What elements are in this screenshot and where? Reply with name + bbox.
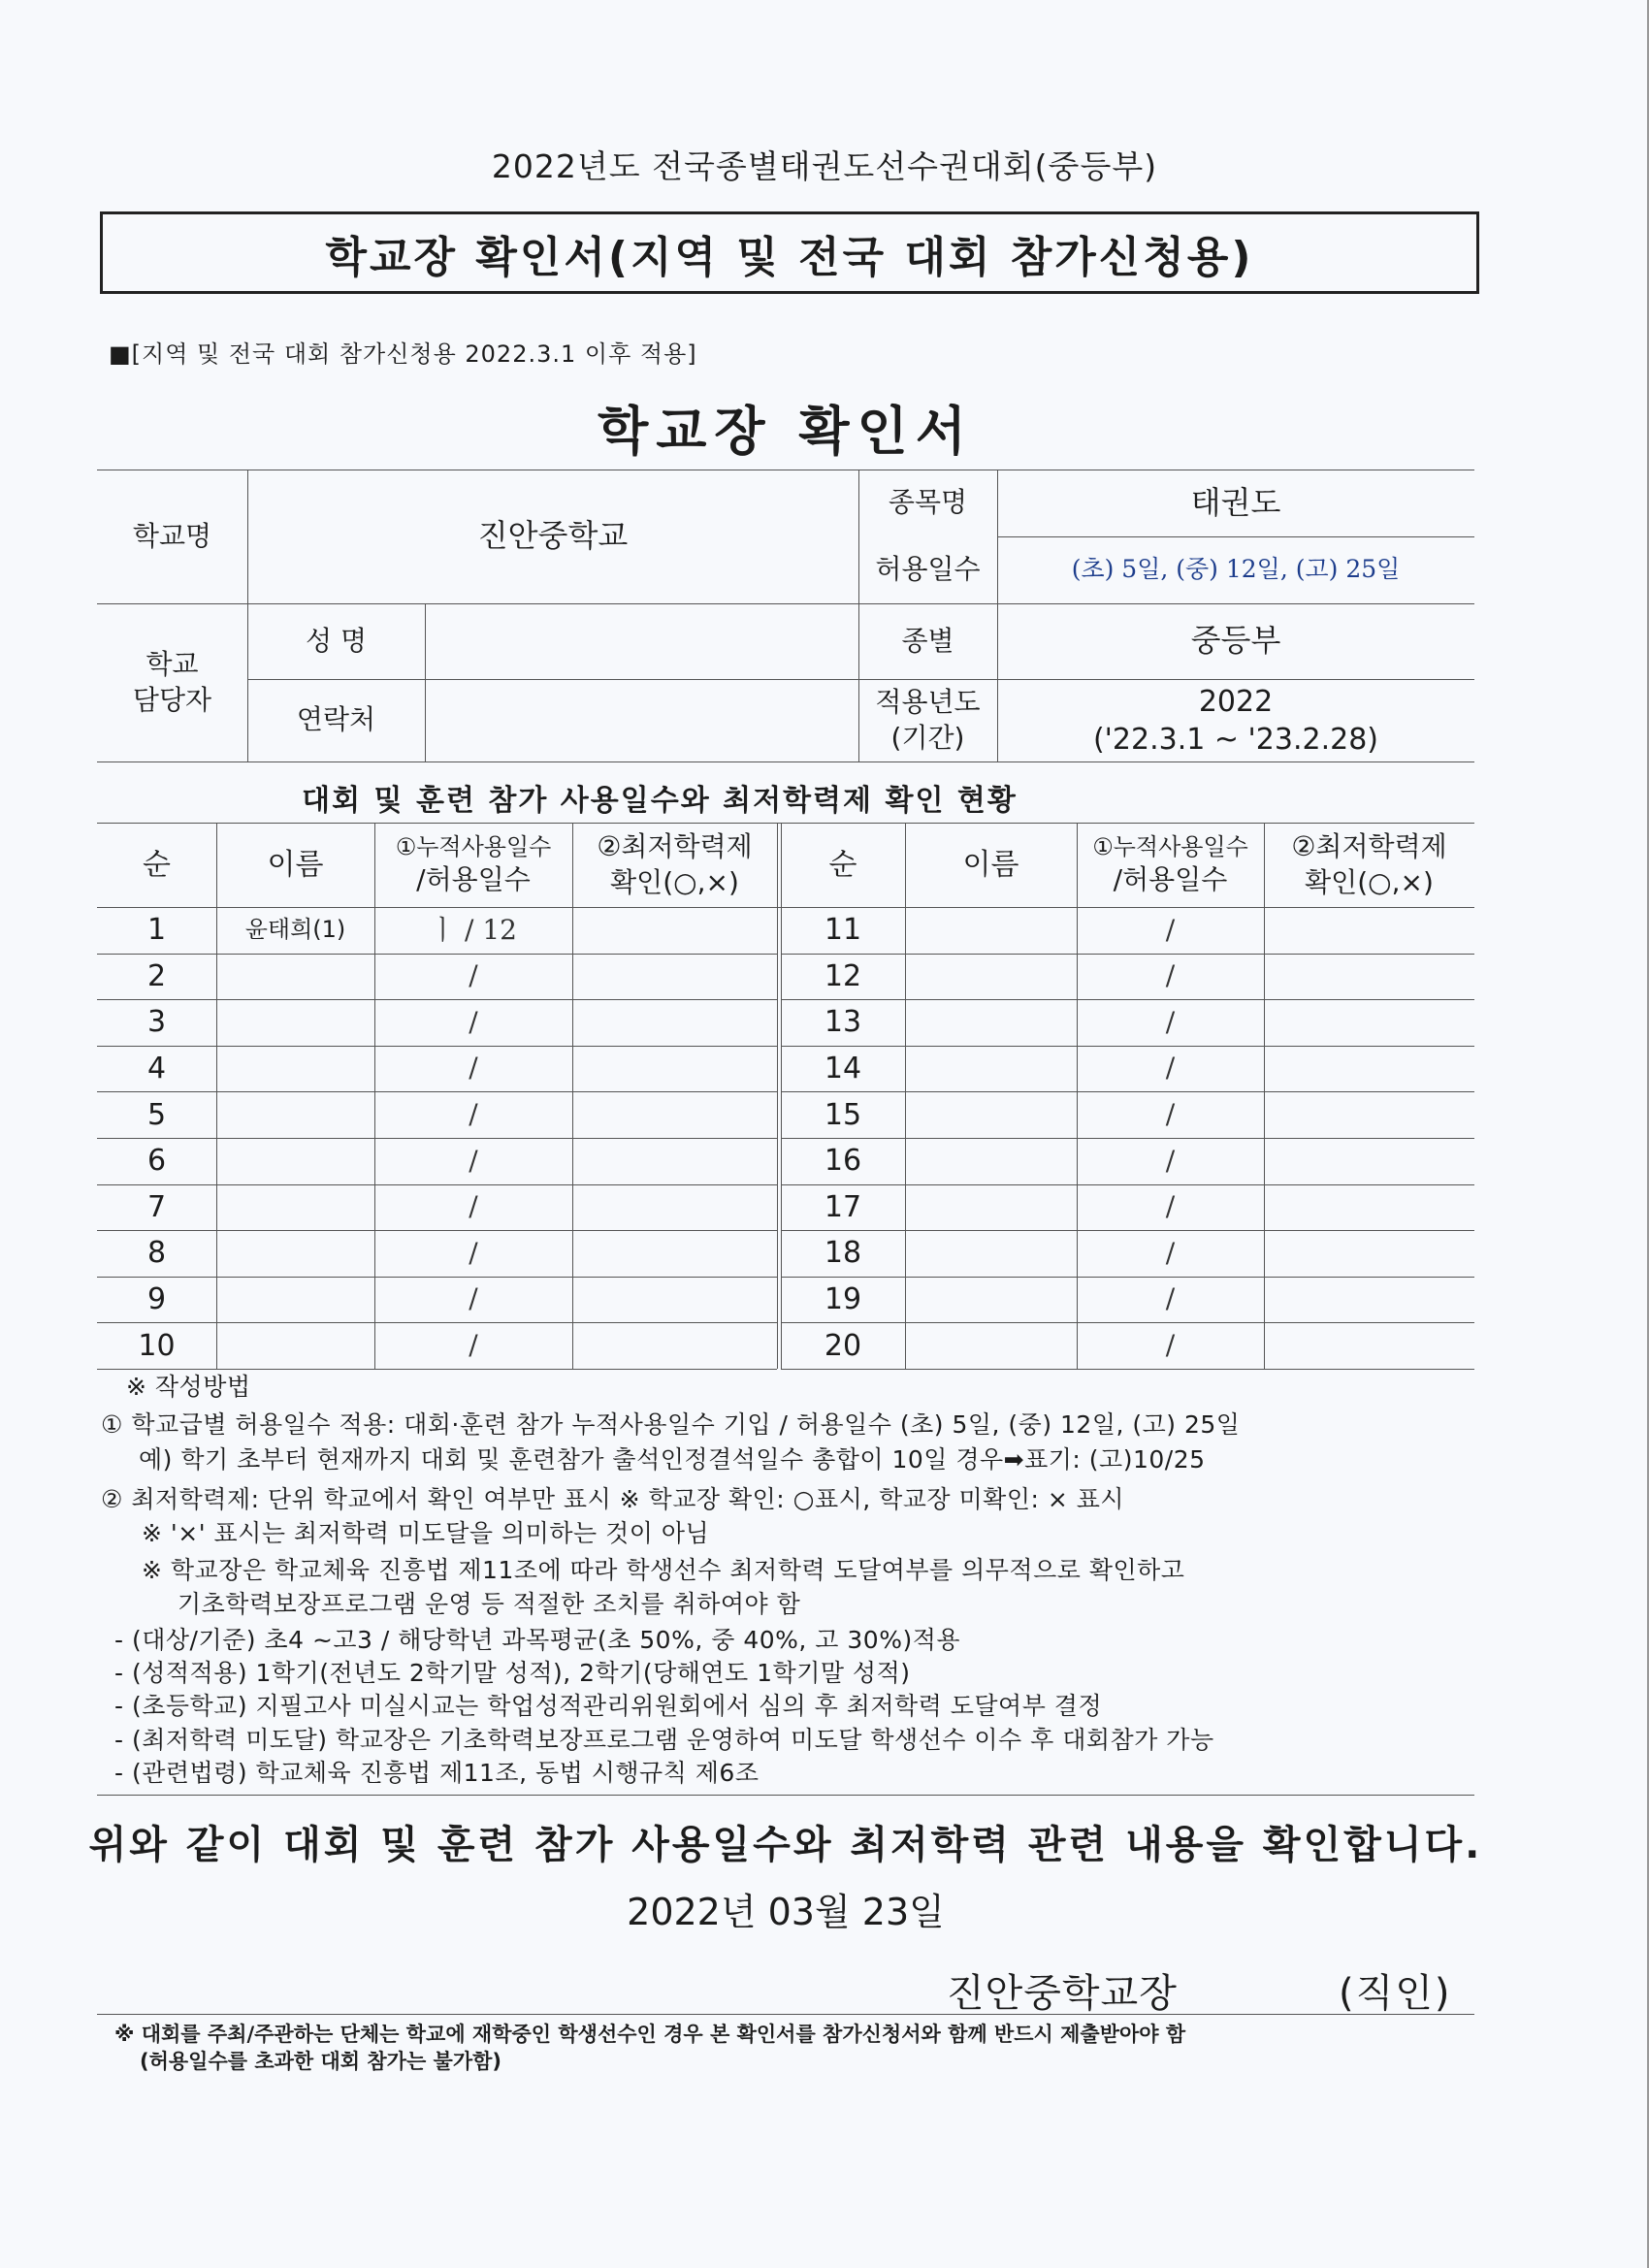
row-no-cell: 9 <box>146 1282 167 1317</box>
allowed-days-label: 허용일수 <box>875 553 981 586</box>
note-dash4: - (최저학력 미도달) 학교장은 기초학력보장프로그램 운영하여 미도달 학생선수 이수 후 대회참가 가능 <box>114 1726 1214 1754</box>
row-no-cell: 18 <box>824 1236 862 1271</box>
row-days-cell[interactable]: / <box>469 1052 478 1085</box>
header-no: 순 <box>143 848 171 882</box>
row-name-cell[interactable] <box>216 1091 374 1138</box>
row-name-cell[interactable] <box>905 1322 1077 1369</box>
manager-label-line2: 담당자 <box>132 683 212 716</box>
sport-value: 태권도 <box>1190 483 1281 521</box>
category-label: 종별 <box>901 624 954 657</box>
row-days-cell[interactable]: / <box>469 1236 478 1269</box>
row-days-cell[interactable]: / <box>1165 1144 1176 1177</box>
period-value <box>997 679 1474 761</box>
status-table-title: 대회 및 훈련 참가 사용일수와 최저학력제 확인 현황 <box>302 784 1018 818</box>
manager-label-line1: 학교 <box>146 648 199 681</box>
row-check-cell[interactable] <box>1264 999 1474 1046</box>
row-check-cell[interactable] <box>572 954 777 1000</box>
row-name-cell[interactable] <box>905 1138 1077 1184</box>
note-dash3: - (초등학교) 지필고사 미실시교는 학업성적관리위원회에서 심의 후 최저학력 도달여부 결정 <box>114 1692 1103 1720</box>
note-item2-line2: ※ '×' 표시는 최저학력 미도달을 의미하는 것이 아님 <box>142 1519 710 1547</box>
row-check-cell[interactable] <box>1264 1046 1474 1092</box>
row-name-cell[interactable]: 윤태희(1) <box>244 916 346 944</box>
category-value: 중등부 <box>1190 622 1281 660</box>
header-check-line1: ②최저학력제 <box>1291 830 1447 863</box>
contact-label: 연락처 <box>296 703 376 736</box>
row-check-cell[interactable] <box>1264 1322 1474 1369</box>
row-days-cell[interactable]: / <box>1165 1236 1176 1269</box>
period-label <box>858 679 997 761</box>
document-title: 학교장 확인서 <box>598 401 974 462</box>
header-name: 이름 <box>267 848 324 882</box>
row-no-cell: 1 <box>146 913 167 948</box>
row-name-cell[interactable] <box>216 1046 374 1092</box>
note-dash2: - (성적적용) 1학기(전년도 2학기말 성적), 2학기(당해연도 1학기말 성적) <box>114 1659 911 1687</box>
row-days-cell[interactable]: / <box>1165 1328 1176 1361</box>
row-days-cell[interactable]: / <box>1165 1005 1176 1038</box>
notice-line: ■[지역 및 전국 대회 참가신청용 2022.3.1 이후 적용] <box>109 340 697 368</box>
note-item1-line1: ① 학교급별 허용일수 적용: 대회·훈련 참가 누적사용일수 기입 / 허용일수 (초) 5일, (중) 12일, (고) 25일 <box>101 1410 1241 1439</box>
divider <box>97 1795 1474 1796</box>
row-no-cell: 13 <box>824 1005 862 1040</box>
header-check-line2: 확인(○,×) <box>1305 865 1434 898</box>
note-item2-line1: ② 최저학력제: 단위 학교에서 확인 여부만 표시 ※ 학교장 확인: ○표시, 학교장 미확인: × 표시 <box>101 1485 1125 1513</box>
row-days-cell[interactable]: / <box>1165 1190 1176 1223</box>
name-value[interactable] <box>425 603 858 679</box>
header-days-line2: /허용일수 <box>1113 862 1228 895</box>
row-name-cell[interactable] <box>216 1184 374 1231</box>
event-title: 2022년도 전국종별태권도선수권대회(중등부) <box>491 147 1158 185</box>
header-check-line1: ②최저학력제 <box>597 830 753 863</box>
row-no-cell: 11 <box>824 913 862 948</box>
row-days-cell[interactable]: / <box>1165 913 1176 946</box>
row-check-cell[interactable] <box>1264 1091 1474 1138</box>
closing-statement: 위와 같이 대회 및 훈련 참가 사용일수와 최저학력 관련 내용을 확인합니다. <box>88 1823 1483 1867</box>
principal-signature: 진안중학교장 <box>947 1971 1178 2016</box>
row-no-cell: 14 <box>824 1052 862 1086</box>
row-name-cell[interactable] <box>216 1277 374 1323</box>
header-days-line2: /허용일수 <box>416 862 531 895</box>
allowed-days-value: (초) 5일, (중) 12일, (고) 25일 <box>1071 555 1401 584</box>
footer-line1: ※ 대회를 주최/주관하는 단체는 학교에 재학중인 학생선수인 경우 본 확인서를 참가신청서와 함께 반드시 제출받아야 함 <box>114 2023 1186 2046</box>
table-border <box>97 761 1474 762</box>
row-days-cell[interactable]: / <box>1165 1282 1176 1315</box>
row-check-cell[interactable] <box>572 1230 777 1277</box>
row-name-cell[interactable] <box>905 1184 1077 1231</box>
row-days-cell[interactable]: / <box>469 1097 478 1130</box>
notes-heading: ※ 작성방법 <box>126 1373 251 1401</box>
period-year: 2022 <box>1198 684 1274 719</box>
row-days-cell[interactable]: / <box>469 1328 478 1361</box>
name-label: 성 명 <box>306 624 367 657</box>
contact-value[interactable] <box>425 679 858 761</box>
row-name-cell[interactable] <box>905 1230 1077 1277</box>
row-check-cell[interactable] <box>572 907 777 954</box>
header-days <box>1077 823 1264 907</box>
period-label-line2: (기간) <box>890 721 965 754</box>
row-no-cell: 8 <box>146 1236 167 1271</box>
school-label: 학교명 <box>132 519 212 552</box>
sport-label: 종목명 <box>888 486 968 519</box>
header-no: 순 <box>828 848 857 882</box>
header-check <box>1264 823 1474 907</box>
row-days-cell[interactable]: ㅣ / 12 <box>430 913 517 946</box>
row-days-cell[interactable]: / <box>469 959 478 992</box>
row-check-cell[interactable] <box>572 1138 777 1184</box>
header-check <box>572 823 777 907</box>
manager-label <box>97 603 247 761</box>
row-days-cell[interactable]: / <box>469 1005 478 1038</box>
footer-line2: (허용일수를 초과한 대회 참가는 불가함) <box>140 2050 502 2074</box>
note-item2-line3: ※ 학교장은 학교체육 진흥법 제11조에 따라 학생선수 최저학력 도달여부를 의무적으로 확인하고 <box>142 1556 1185 1584</box>
header-days-line1: ①누적사용일수 <box>1092 832 1248 860</box>
row-days-cell[interactable]: / <box>469 1282 478 1315</box>
row-no-cell: 3 <box>146 1005 167 1040</box>
row-name-cell[interactable] <box>216 1322 374 1369</box>
row-name-cell[interactable] <box>216 954 374 1000</box>
document-date: 2022년 03월 23일 <box>627 1891 945 1933</box>
table-center-border <box>777 823 778 1369</box>
row-no-cell: 12 <box>824 958 862 993</box>
row-check-cell[interactable] <box>1264 1184 1474 1231</box>
row-check-cell[interactable] <box>1264 954 1474 1000</box>
row-check-cell[interactable] <box>1264 1138 1474 1184</box>
row-days-cell[interactable]: / <box>1165 1097 1176 1130</box>
period-label-line1: 적용년도 <box>875 686 981 719</box>
note-dash5: - (관련법령) 학교체육 진흥법 제11조, 동법 시행규칙 제6조 <box>114 1759 760 1787</box>
row-name-cell[interactable] <box>905 1277 1077 1323</box>
header-check-line2: 확인(○,×) <box>610 865 739 898</box>
row-check-cell[interactable] <box>572 1184 777 1231</box>
row-check-cell[interactable] <box>572 1046 777 1092</box>
divider <box>97 2014 1474 2015</box>
header-days <box>374 823 572 907</box>
row-name-cell[interactable] <box>216 999 374 1046</box>
row-no-cell: 10 <box>138 1328 176 1363</box>
row-no-cell: 20 <box>824 1328 862 1363</box>
row-check-cell[interactable] <box>572 999 777 1046</box>
row-name-cell[interactable] <box>905 1091 1077 1138</box>
row-no-cell: 4 <box>146 1052 167 1086</box>
row-check-cell[interactable] <box>1264 1230 1474 1277</box>
row-border <box>97 1369 777 1370</box>
row-border <box>781 1369 1474 1370</box>
row-no-cell: 6 <box>146 1144 167 1179</box>
row-check-cell[interactable] <box>1264 1277 1474 1323</box>
official-seal: (직인) <box>1339 1971 1452 2016</box>
row-no-cell: 7 <box>146 1189 167 1224</box>
row-no-cell: 17 <box>824 1189 862 1224</box>
row-no-cell: 19 <box>824 1282 862 1317</box>
row-check-cell[interactable] <box>572 1322 777 1369</box>
row-no-cell: 2 <box>146 958 167 993</box>
row-check-cell[interactable] <box>572 1277 777 1323</box>
row-name-cell[interactable] <box>905 907 1077 954</box>
row-name-cell[interactable] <box>905 999 1077 1046</box>
note-dash1: - (대상/기준) 초4 ~고3 / 해당학년 과목평균(초 50%, 중 40%, 고 30%)적용 <box>114 1626 960 1654</box>
school-name: 진안중학교 <box>477 517 629 555</box>
row-days-cell[interactable]: / <box>1165 1052 1176 1085</box>
row-days-cell[interactable]: / <box>1165 959 1176 992</box>
header-name: 이름 <box>962 848 1019 882</box>
period-range: ('22.3.1 ~ '23.2.28) <box>1092 722 1379 757</box>
row-days-cell[interactable]: / <box>469 1144 478 1177</box>
row-name-cell[interactable] <box>216 1138 374 1184</box>
row-no-cell: 15 <box>824 1097 862 1132</box>
row-check-cell[interactable] <box>572 1091 777 1138</box>
row-check-cell[interactable] <box>1264 907 1474 954</box>
note-item1-line2: 예) 학기 초부터 현재까지 대회 및 훈련참가 출석인정결석일수 총합이 10일 경우➡표기: (고)10/25 <box>139 1445 1206 1474</box>
row-name-cell[interactable] <box>905 1046 1077 1092</box>
row-name-cell[interactable] <box>216 1230 374 1277</box>
row-days-cell[interactable]: / <box>469 1190 478 1223</box>
main-title: 학교장 확인서(지역 및 전국 대회 참가신청용) <box>100 211 1479 294</box>
header-days-line1: ①누적사용일수 <box>395 832 552 860</box>
note-item2-line4: 기초학력보장프로그램 운영 등 적절한 조치를 취하여야 함 <box>178 1590 801 1618</box>
row-name-cell[interactable] <box>905 954 1077 1000</box>
footer-note <box>114 2021 1185 2076</box>
row-no-cell: 16 <box>824 1144 862 1179</box>
row-no-cell: 5 <box>146 1097 167 1132</box>
